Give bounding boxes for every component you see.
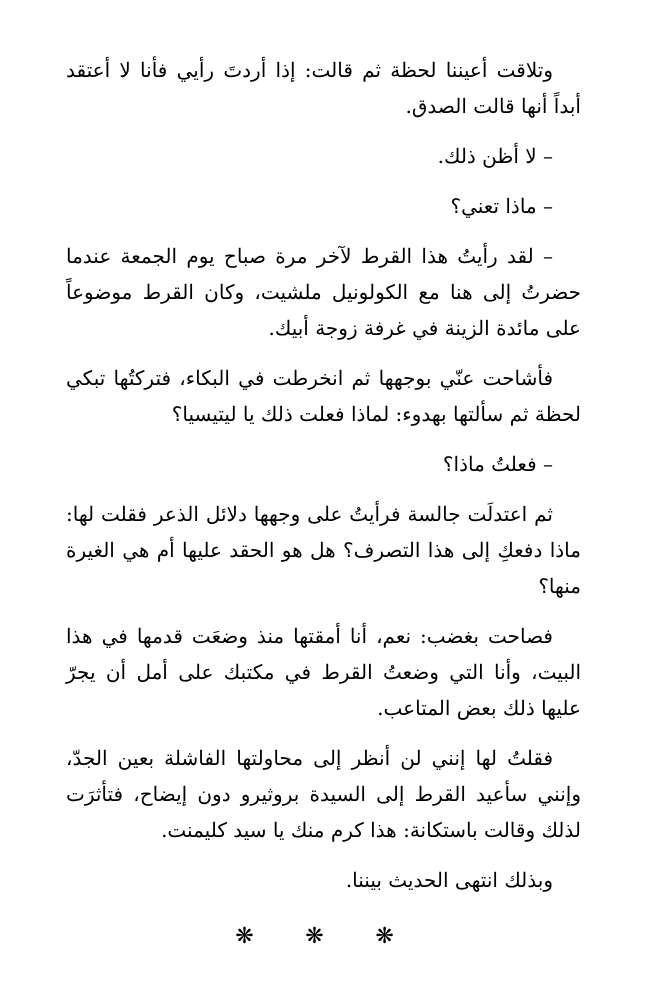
dialogue-line-2: – ماذا تعني؟: [450, 194, 553, 218]
dialogue-line-4: – فعلتُ ماذا؟: [442, 452, 553, 476]
paragraph-6: وبذلك انتهى الحديث بيننا.: [345, 868, 553, 892]
paragraph-1: وتلاقت أعيننا لحظة ثم قالت: إذا أردتَ رأيي فأنا لا أعتقد أبداً أنها قالت الصدق.: [66, 58, 581, 118]
paragraph-4: فصاحت بغضب: نعم، أنا أمقتها منذ وضعَت قدمها في هذا البيت، وأنا التي وضعتُ القرط في مكتبك على أمل أن يجرّ عليها ذلك بعض المتاعب.: [66, 624, 581, 720]
paragraph-3: ثم اعتدلَت جالسة فرأيتُ على وجهها دلائل الذعر فقلت لها: ماذا دفعكِ إلى هذا التصرف؟ هل هو الحقد عليها أم هي الغيرة منها؟: [66, 502, 581, 598]
dialogue-line-3: – لقد رأيتُ هذا القرط لآخر مرة صباح يوم الجمعة عندما حضرتُ إلى هنا مع الكولونيل ملشيت، وكان القرط موضوعاً على مائدة الزينة في غرفة زوجة أبيك.: [66, 244, 581, 340]
section-separator: ❋ ❋ ❋: [235, 924, 416, 949]
paragraph-2: فأشاحت عنّي بوجهها ثم انخرطت في البكاء، فتركتُها تبكي لحظة ثم سألتها بهدوء: لماذا فعلت ذلك يا ليتيسيا؟: [66, 366, 581, 426]
dialogue-line-1: – لا أظن ذلك.: [437, 144, 553, 168]
paragraph-5: فقلتُ لها إنني لن أنظر إلى محاولتها الفاشلة بعين الجدّ، وإنني سأعيد القرط إلى السيدة بروثيرو دون إيضاح، فتأثرَت لذلك وقالت باستكانة: هذا كرم منك يا سيد كليمنت.: [66, 746, 581, 842]
